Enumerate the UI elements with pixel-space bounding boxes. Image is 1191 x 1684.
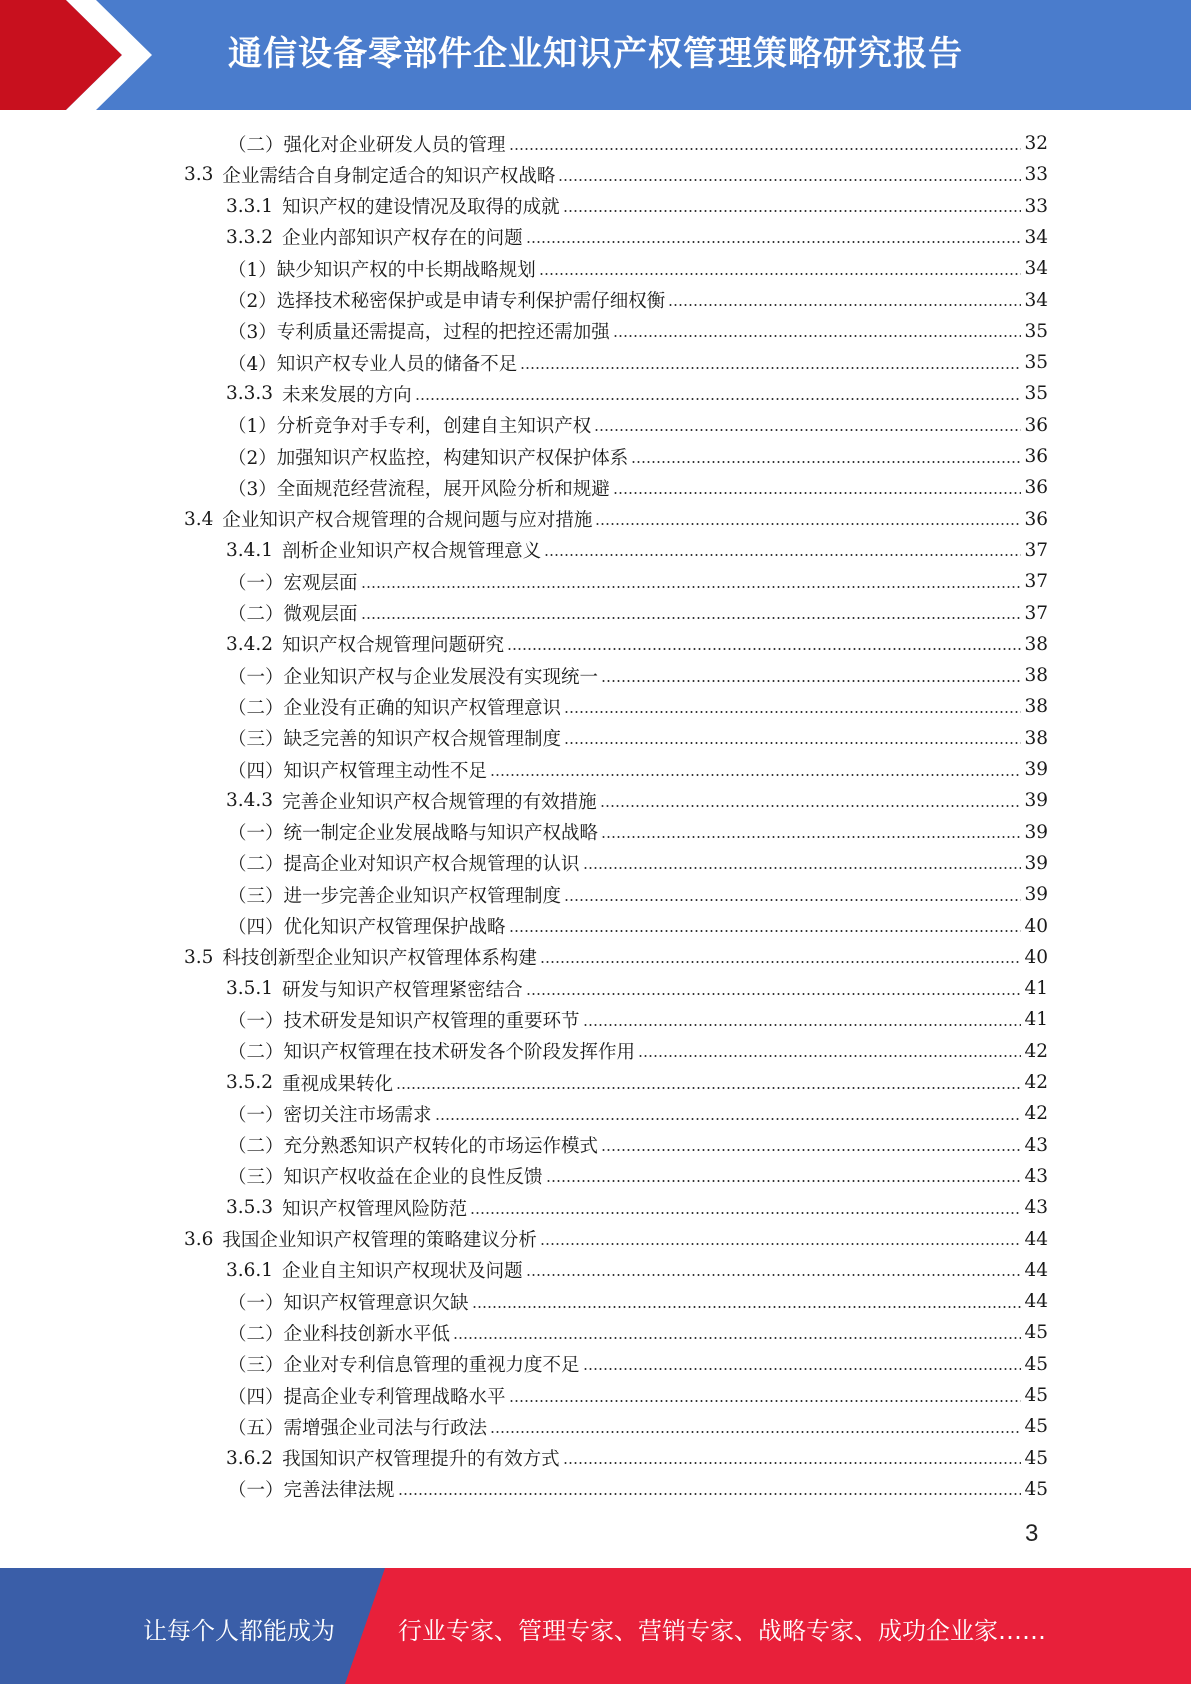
- toc-entry-page: 35: [1024, 352, 1048, 374]
- toc-entry-title: （二）企业科技创新水平低: [228, 1323, 451, 1345]
- toc-entry[interactable]: [226, 1192, 1048, 1223]
- toc-dot-leader: [507, 648, 1021, 650]
- toc-entry-page: 42: [1024, 1103, 1048, 1125]
- toc-entry-title: 我国知识产权管理提升的有效方式: [282, 1449, 560, 1471]
- toc-dot-leader: [631, 461, 1021, 463]
- toc-entry-page: 37: [1024, 539, 1048, 561]
- toc-entry-number: 3.3.1: [226, 195, 274, 217]
- toc-entry-page: 42: [1024, 1040, 1048, 1062]
- toc-entry-title: （4）知识产权专业人员的储备不足: [228, 353, 518, 375]
- toc-dot-leader: [601, 680, 1021, 682]
- toc-entry-page: 38: [1024, 696, 1048, 718]
- toc-entry-number: 3.4.2: [226, 633, 274, 655]
- toc-entry-title: （3）全面规范经营流程，展开风险分析和规避: [228, 478, 610, 500]
- toc-dot-leader: [594, 429, 1021, 431]
- toc-entry-number: 3.3.3: [226, 383, 274, 405]
- toc-entry-number: 3.5.3: [226, 1197, 274, 1219]
- toc-entry-title: 知识产权的建设情况及取得的成就: [282, 197, 560, 219]
- toc-dot-leader: [490, 1431, 1021, 1433]
- toc-entry-title: （三）知识产权收益在企业的良性反馈: [228, 1167, 543, 1189]
- toc-entry[interactable]: [228, 1004, 1048, 1035]
- toc-entry[interactable]: [228, 660, 1048, 691]
- toc-dot-leader: [563, 1462, 1022, 1464]
- toc-dot-leader: [558, 179, 1021, 181]
- toc-entry[interactable]: [228, 598, 1048, 629]
- report-title: 通信设备零部件企业知识产权管理策略研究报告: [228, 34, 963, 74]
- toc-entry[interactable]: [226, 1067, 1048, 1098]
- footer-slogan: 让每个人都能成为: [143, 1617, 335, 1645]
- toc-entry-title: （一）知识产权管理意识欠缺: [228, 1292, 469, 1314]
- toc-entry[interactable]: [226, 785, 1048, 816]
- toc-dot-leader: [361, 586, 1022, 588]
- toc-entry-title: 完善企业知识产权合规管理的有效措施: [282, 791, 597, 813]
- footer-roles: 行业专家、管理专家、营销专家、战略专家、成功企业家……: [398, 1617, 1046, 1645]
- toc-entry-page: 35: [1024, 320, 1048, 342]
- toc-entry-title: 未来发展的方向: [282, 384, 412, 406]
- toc-entry-title: 剖析企业知识产权合规管理意义: [282, 541, 542, 563]
- toc-entry[interactable]: [226, 222, 1048, 253]
- toc-entry-page: 34: [1024, 258, 1048, 280]
- toc-dot-leader: [546, 1180, 1022, 1182]
- toc-entry-title: （一）完善法律法规: [228, 1480, 395, 1502]
- toc-entry[interactable]: [228, 691, 1048, 722]
- toc-entry-page: 45: [1024, 1322, 1048, 1344]
- toc-entry-title: 我国企业知识产权管理的策略建议分析: [222, 1230, 537, 1251]
- toc-entry-title: 企业自主知识产权现状及问题: [282, 1261, 523, 1283]
- toc-entry[interactable]: [228, 1474, 1048, 1505]
- toc-entry-page: 39: [1024, 884, 1048, 906]
- toc-dot-leader: [601, 836, 1021, 838]
- toc-entry-title: （一）密切关注市场需求: [228, 1104, 432, 1126]
- toc-entry-page: 43: [1024, 1134, 1048, 1156]
- toc-entry[interactable]: [228, 566, 1048, 597]
- toc-entry-title: （2）选择技术秘密保护或是申请专利保护需仔细权衡: [228, 291, 666, 312]
- toc-entry-page: 38: [1024, 665, 1048, 687]
- toc-dot-leader: [509, 1400, 1022, 1402]
- toc-entry-title: （四）优化知识产权管理保护战略: [228, 917, 506, 938]
- toc-entry-page: 38: [1024, 633, 1048, 655]
- toc-dot-leader: [564, 899, 1021, 901]
- toc-dot-leader: [613, 492, 1022, 494]
- toc-entry[interactable]: [228, 817, 1048, 848]
- toc-entry[interactable]: [226, 378, 1048, 409]
- toc-entry-title: （一）企业知识产权与企业发展没有实现统一: [228, 666, 599, 688]
- toc-entry[interactable]: [226, 1255, 1048, 1286]
- toc-entry-title: （一）技术研发是知识产权管理的重要环节: [228, 1010, 580, 1032]
- toc-dot-leader: [396, 1087, 1021, 1089]
- toc-dot-leader: [564, 742, 1021, 744]
- toc-dot-leader: [526, 993, 1022, 995]
- toc-dot-leader: [526, 241, 1022, 243]
- toc-entry-page: 36: [1024, 508, 1048, 530]
- toc-entry-title: （1）分析竞争对手专利，创建自主知识产权: [228, 416, 592, 438]
- toc-entry-page: 45: [1024, 1385, 1048, 1406]
- toc-entry-page: 36: [1024, 446, 1048, 467]
- toc-entry-page: 36: [1024, 414, 1048, 436]
- toc-entry-title: （二）提高企业对知识产权合规管理的认识: [228, 854, 580, 876]
- toc-entry-title: （四）提高企业专利管理战略水平: [228, 1386, 506, 1408]
- toc-entry-page: 44: [1024, 1291, 1048, 1313]
- toc-entry[interactable]: [228, 1380, 1048, 1411]
- toc-dot-leader: [544, 554, 1021, 556]
- toc-entry[interactable]: [184, 1224, 1048, 1255]
- toc-dot-leader: [398, 1493, 1022, 1495]
- toc-entry[interactable]: [228, 441, 1048, 472]
- toc-dot-leader: [539, 273, 1022, 275]
- header-arrow-decoration: [0, 0, 160, 110]
- toc-entry-number: 3.6.2: [226, 1447, 274, 1469]
- toc-entry-title: （三）进一步完善企业知识产权管理制度: [228, 885, 562, 907]
- toc-dot-leader: [453, 1337, 1021, 1339]
- toc-dot-leader: [526, 1274, 1022, 1276]
- toc-entry[interactable]: [228, 347, 1048, 378]
- toc-entry-title: （二）微观层面: [228, 604, 358, 625]
- toc-entry[interactable]: [228, 285, 1048, 316]
- toc-dot-leader: [415, 398, 1022, 400]
- toc-dot-leader: [563, 210, 1022, 212]
- toc-entry-page: 34: [1024, 226, 1048, 248]
- toc-dot-leader: [520, 367, 1021, 369]
- toc-entry-number: 3.6.1: [226, 1259, 274, 1281]
- toc-dot-leader: [638, 1055, 1021, 1057]
- toc-entry-title: （2）加强知识产权监控，构建知识产权保护体系: [228, 447, 629, 469]
- toc-entry-title: （二）知识产权管理在技术研发各个阶段发挥作用: [228, 1042, 636, 1064]
- toc-entry-title: （二）强化对企业研发人员的管理: [228, 134, 506, 156]
- toc-dot-leader: [583, 867, 1022, 869]
- toc-entry-number: 3.3: [184, 164, 214, 186]
- toc-entry-page: 38: [1024, 727, 1048, 749]
- toc-entry-title: （五）需增强企业司法与行政法: [228, 1417, 488, 1439]
- toc-dot-leader: [668, 304, 1021, 306]
- toc-dot-leader: [583, 1024, 1022, 1026]
- toc-dot-leader: [601, 1149, 1021, 1151]
- toc-entry[interactable]: [228, 253, 1048, 284]
- toc-entry[interactable]: [184, 504, 1048, 535]
- toc-entry[interactable]: [228, 911, 1048, 942]
- toc-entry-page: 45: [1024, 1353, 1048, 1375]
- toc-entry[interactable]: [184, 159, 1048, 190]
- toc-entry-page: 43: [1024, 1165, 1048, 1187]
- toc-entry-page: 37: [1024, 571, 1048, 593]
- toc-entry-page: 45: [1024, 1416, 1048, 1438]
- toc-dot-leader: [613, 335, 1022, 337]
- toc-entry-page: 39: [1024, 852, 1048, 874]
- toc-entry[interactable]: [226, 629, 1048, 660]
- toc-entry[interactable]: [228, 723, 1048, 754]
- toc-entry-number: 3.6: [184, 1228, 214, 1250]
- toc-entry-title: （3）专利质量还需提高，过程的把控还需加强: [228, 322, 610, 344]
- toc-entry-title: （四）知识产权管理主动性不足: [228, 760, 488, 782]
- toc-dot-leader: [509, 148, 1022, 150]
- toc-entry-page: 36: [1024, 477, 1048, 499]
- page-footer: [0, 1568, 1191, 1684]
- toc-dot-leader: [583, 1368, 1022, 1370]
- toc-entry-page: 44: [1024, 1259, 1048, 1281]
- toc-entry[interactable]: [228, 410, 1048, 441]
- toc-entry[interactable]: [226, 191, 1048, 222]
- toc-entry-page: 39: [1024, 790, 1048, 812]
- toc-entry[interactable]: [228, 316, 1048, 347]
- toc-dot-leader: [564, 711, 1021, 713]
- toc-dot-leader: [540, 961, 1022, 963]
- toc-entry[interactable]: [228, 1349, 1048, 1380]
- toc-entry-title: 企业内部知识产权存在的问题: [282, 228, 523, 250]
- toc-entry-title: （一）统一制定企业发展战略与知识产权战略: [228, 823, 599, 845]
- toc-entry-title: （三）企业对专利信息管理的重视力度不足: [228, 1355, 580, 1377]
- toc-entry[interactable]: [228, 848, 1048, 879]
- toc-entry-page: 42: [1024, 1072, 1048, 1093]
- toc-entry-title: 重视成果转化: [282, 1073, 394, 1095]
- toc-dot-leader: [470, 1212, 1021, 1214]
- toc-dot-leader: [540, 1243, 1022, 1245]
- toc-entry-page: 40: [1024, 946, 1048, 968]
- toc-entry[interactable]: [228, 879, 1048, 910]
- toc-entry-page: 44: [1024, 1228, 1048, 1250]
- toc-entry[interactable]: [228, 1317, 1048, 1348]
- toc-dot-leader: [472, 1306, 1022, 1308]
- toc-entry[interactable]: [226, 1443, 1048, 1474]
- toc-entry[interactable]: [228, 1161, 1048, 1192]
- toc-entry-page: 41: [1024, 978, 1048, 1000]
- toc-dot-leader: [361, 617, 1022, 619]
- toc-entry-number: 3.4.3: [226, 790, 274, 812]
- toc-entry-title: （1）缺少知识产权的中长期战略规划: [228, 259, 536, 281]
- toc-entry[interactable]: [228, 1286, 1048, 1317]
- toc-entry-number: 3.5.2: [226, 1072, 274, 1093]
- toc-dot-leader: [600, 805, 1022, 807]
- toc-entry-page: 39: [1024, 821, 1048, 843]
- toc-entry[interactable]: [226, 535, 1048, 566]
- toc-entry[interactable]: [228, 128, 1048, 159]
- toc-entry-page: 40: [1024, 915, 1048, 937]
- toc-entry-page: 33: [1024, 164, 1048, 186]
- toc-entry[interactable]: [226, 973, 1048, 1004]
- toc-entry-page: 34: [1024, 289, 1048, 311]
- toc-entry[interactable]: [228, 1411, 1048, 1442]
- toc-entry[interactable]: [228, 754, 1048, 785]
- toc-dot-leader: [490, 774, 1021, 776]
- toc-entry-page: 39: [1024, 759, 1048, 780]
- toc-entry-title: 企业需结合自身制定适合的知识产权战略: [222, 165, 556, 187]
- toc-entry-title: （一）宏观层面: [228, 572, 358, 594]
- toc-entry[interactable]: [228, 1098, 1048, 1129]
- toc-entry-number: 3.3.2: [226, 226, 274, 248]
- page-number: 3: [1025, 1520, 1039, 1547]
- toc-entry-page: 45: [1024, 1447, 1048, 1469]
- toc-entry-page: 37: [1024, 602, 1048, 624]
- toc-entry-title: （二）充分熟悉知识产权转化的市场运作模式: [228, 1136, 599, 1158]
- toc-dot-leader: [435, 1118, 1022, 1120]
- toc-entry-number: 3.4.1: [226, 539, 274, 561]
- toc-entry-page: 41: [1024, 1009, 1048, 1031]
- toc-dot-leader: [595, 523, 1021, 525]
- toc-entry-title: 科技创新型企业知识产权管理体系构建: [222, 948, 537, 970]
- toc-entry-title: 企业知识产权合规管理的合规问题与应对措施: [222, 510, 593, 532]
- toc-entry-page: 32: [1024, 133, 1048, 154]
- toc-entry-number: 3.5.1: [226, 978, 274, 1000]
- toc-entry-title: 知识产权管理风险防范: [282, 1198, 468, 1220]
- toc-entry-title: 知识产权合规管理问题研究: [282, 635, 505, 657]
- toc-entry[interactable]: [228, 472, 1048, 503]
- toc-entry-title: （二）企业没有正确的知识产权管理意识: [228, 697, 562, 719]
- toc-entry-page: 43: [1024, 1197, 1048, 1219]
- toc-entry-page: 35: [1024, 383, 1048, 405]
- toc-entry[interactable]: [228, 1130, 1048, 1161]
- toc-entry-page: 45: [1024, 1478, 1048, 1500]
- toc-entry-title: 研发与知识产权管理紧密结合: [282, 979, 523, 1001]
- toc-entry[interactable]: [184, 942, 1048, 973]
- toc-entry-title: （三）缺乏完善的知识产权合规管理制度: [228, 729, 562, 751]
- page-header: [0, 0, 1191, 110]
- toc-entry-number: 3.5: [184, 946, 214, 968]
- toc-entry[interactable]: [228, 1036, 1048, 1067]
- toc-entry-number: 3.4: [184, 508, 214, 530]
- toc-dot-leader: [509, 930, 1022, 932]
- toc-entry-page: 33: [1024, 195, 1048, 217]
